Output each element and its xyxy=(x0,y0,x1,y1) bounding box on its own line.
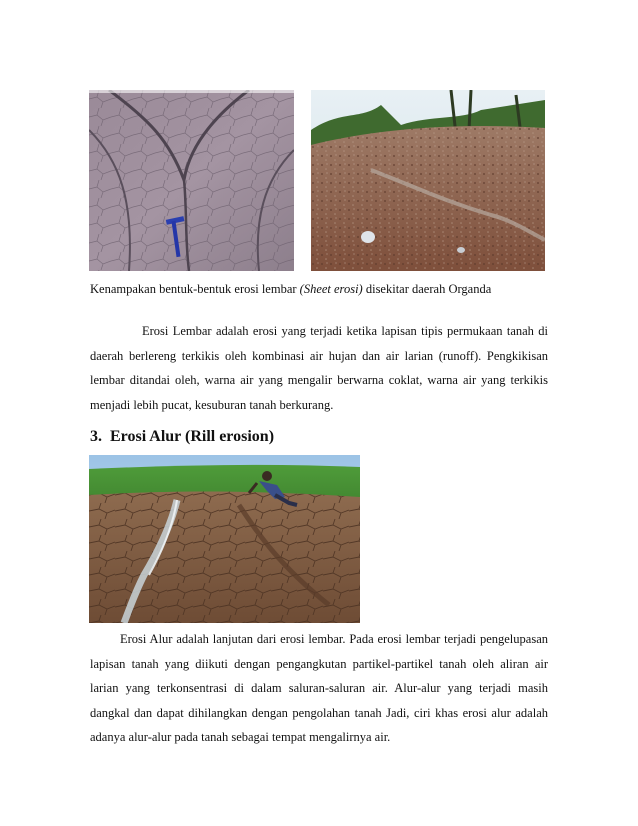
section-title: Erosi Alur (Rill erosion) xyxy=(110,428,275,445)
caption-italic: (Sheet erosi) xyxy=(299,282,363,296)
rill-erosion-paragraph: Erosi Alur adalah lanjutan dari erosi lembar. Pada erosi lembar terjadi pengelupasan lapisan tanah yang diikuti dengan pengangkutan partikel-partikel tanah oleh aliran air larian yang terkonsentrasi di dalam saluran-saluran air. Alur-alur yang terjadi masih dangkal dan dapat dihilangkan dengan pengolahan tanah Jadi, ciri khas erosi alur adalah adanya alur-alur pada tanah sebagai tempat mengalirnya air. xyxy=(90,632,548,744)
section-heading xyxy=(90,428,274,446)
rill-erosion-photo xyxy=(89,455,360,623)
section-number: 3. xyxy=(90,428,102,445)
caption-suffix: disekitar daerah Organda xyxy=(362,282,492,296)
caption-prefix: Kenampakan bentuk-bentuk erosi lembar xyxy=(90,282,300,296)
sheet-erosion-photo-hammer xyxy=(89,90,294,271)
figure-caption xyxy=(90,282,491,297)
sheet-erosion-photo-hillside xyxy=(311,90,545,271)
sheet-erosion-paragraph: Erosi Lembar adalah erosi yang terjadi ketika lapisan tipis permukaan tanah di daerah berlereng terkikis oleh kombinasi air hujan dan air larian (runoff). Pengkikisan lembar ditandai oleh, warna air yang mengalir berwarna coklat, warna air yang terkikis menjadi lebih pucat, kesuburan tanah berkurang. xyxy=(90,324,548,412)
